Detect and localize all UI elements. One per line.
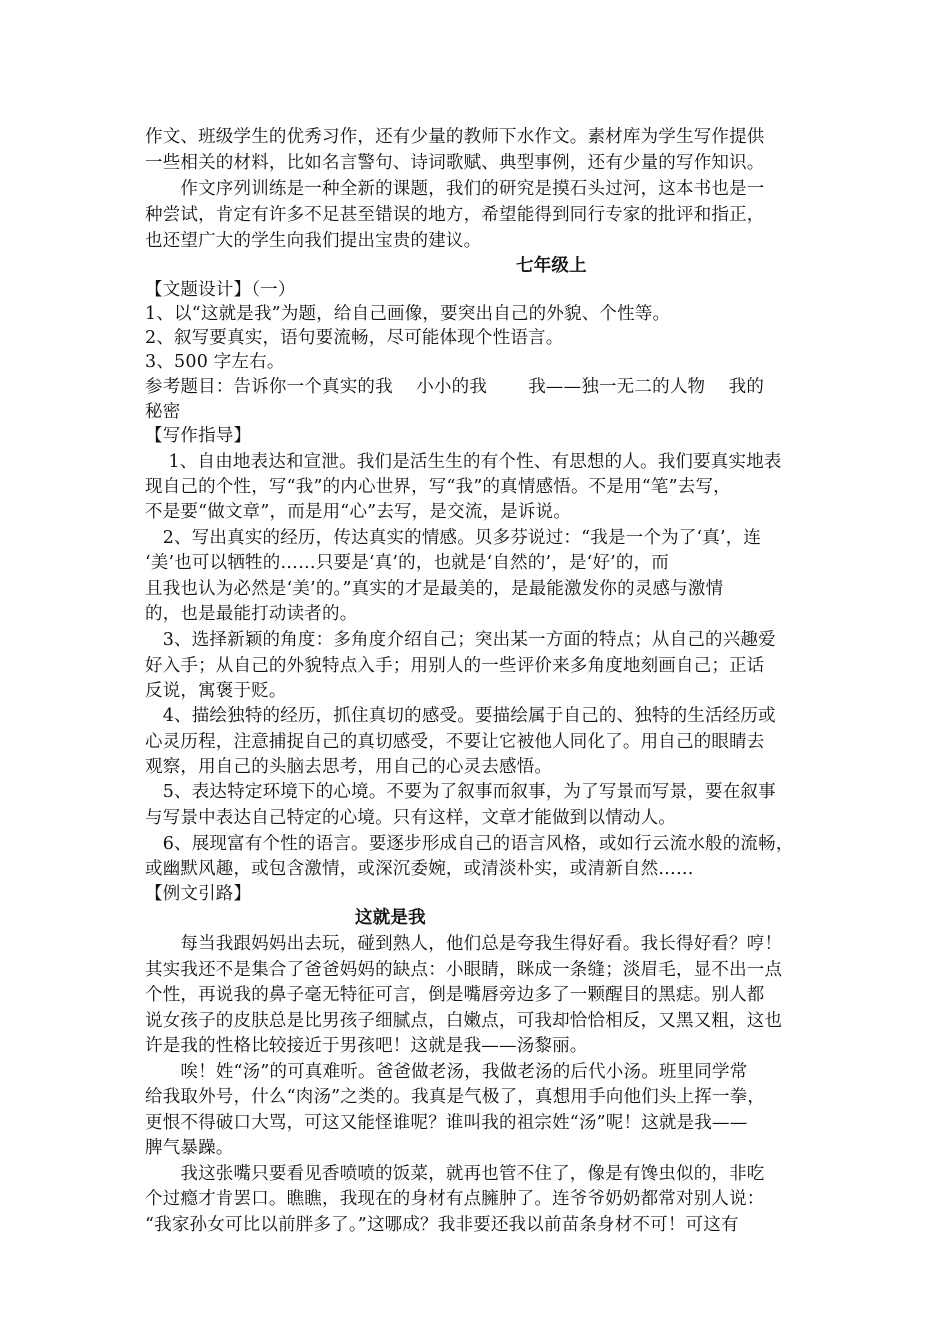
design-item: 2、叙写要真实，语句要流畅，尽可能体现个性语言。 [145,328,564,348]
guide-line: 的，也是最能打动读者的。 [145,604,358,624]
design-heading: 【文题设计】（一） [145,280,296,300]
essay-title: 这就是我 [355,908,426,928]
essay-line: 每当我跟妈妈出去玩，碰到熟人，他们总是夸我生得好看。我长得好看？哼！ [145,934,783,954]
intro-line: 一些相关的材料，比如名言警句、诗词歌赋、典型事例，还有少量的写作知识。 [145,153,765,173]
essay-line: 我这张嘴只要看见香喷喷的饭菜，就再也管不住了，像是有馋虫似的，非吃 [145,1164,765,1184]
intro-line: 作文、班级学生的优秀习作，还有少量的教师下水作文。素材库为学生写作提供 [145,127,765,147]
reference-titles: 参考题目：告诉你一个真实的我 小小的我 我——独一无二的人物 我的 [145,377,765,397]
intro-line: 也还望广大的学生向我们提出宝贵的建议。 [145,231,482,251]
guide-line: 与写景中表达自己特定的心境。只有这样，文章才能做到以情动人。 [145,808,676,828]
guide-line: 反说，寓褒于贬。 [145,681,287,701]
design-item: 1、以“这就是我”为题，给自己画像，要突出自己的外貌、个性等。 [145,304,671,324]
essay-line: 个性，再说我的鼻子毫无特征可言，倒是嘴唇旁边多了一颗醒目的黑痣。别人都 [145,985,765,1005]
intro-line: 种尝试，肯定有许多不足甚至错误的地方，希望能得到同行专家的批评和指正， [145,205,765,225]
intro-line: 作文序列训练是一种全新的课题，我们的研究是摸石头过河，这本书也是一 [145,179,765,199]
guide-line: 好入手；从自己的外貌特点入手；用别人的一些评价来多角度地刻画自己；正话 [145,656,765,676]
guide-line: 4、描绘独特的经历，抓住真切的感受。要描绘属于自己的、独特的生活经历或 [145,706,776,726]
essay-line: “我家孙女可比以前胖多了。”这哪成？我非要还我以前苗条身材不可！可这有 [145,1215,739,1235]
essay-line: 说女孩子的皮肤总是比男孩子细腻点，白嫩点，可我却恰恰相反，又黑又粗，这也 [145,1011,783,1031]
guide-line: 2、写出真实的经历，传达真实的情感。贝多芬说过：“我是一个为了‘真’，连 [145,528,762,548]
essay-line: 更恨不得破口大骂，可这又能怪谁呢？谁叫我的祖宗姓“汤”呢！这就是我—— [145,1113,748,1133]
guide-line: 1、自由地表达和宣泄。我们是活生生的有个性、有思想的人。我们要真实地表 [145,452,782,472]
grade-title: 七年级上 [516,256,587,276]
essay-line: 许是我的性格比较接近于男孩吧！这就是我——汤黎丽。 [145,1036,588,1056]
essay-line: 唉！姓“汤”的可真难听。爸爸做老汤，我做老汤的后代小汤。班里同学常 [145,1062,748,1082]
guide-line: 5、表达特定环境下的心境。不要为了叙事而叙事，为了写景而写景，要在叙事 [145,782,776,802]
reference-titles-cont: 秘密 [145,402,181,422]
essay-line: 其实我还不是集合了爸爸妈妈的缺点：小眼睛，眯成一条缝；淡眉毛，显不出一点 [145,960,783,980]
guide-line: ‘美’也可以牺牲的……只要是‘真’的，也就是‘自然的’，是‘好’的，而 [145,553,669,573]
essay-line: 给我取外号，什么“肉汤”之类的。我真是气极了，真想用手向他们头上挥一拳， [145,1087,766,1107]
guide-line: 或幽默风趣，或包含激情，或深沉委婉，或清淡朴实，或清新自然…… [145,859,694,879]
essay-line: 脾气暴躁。 [145,1138,234,1158]
design-item: 3、500 字左右。 [145,352,285,372]
guide-heading: 【写作指导】 [145,426,252,446]
guide-line: 心灵历程，注意捕捉自己的真切感受，不要让它被他人同化了。用自己的眼睛去 [145,732,765,752]
guide-line: 不是要“做文章”，而是用“心”去写，是交流，是诉说。 [145,502,571,522]
guide-line: 3、选择新颖的角度：多角度介绍自己；突出某一方面的特点；从自己的兴趣爱 [145,630,776,650]
guide-line: 且我也认为必然是‘美’的。”真实的才是最美的，是最能激发你的灵感与激情 [145,579,724,599]
guide-line: 现自己的个性，写“我”的内心世界，写“我”的真情感悟。不是用“笔”去写， [145,477,731,497]
guide-line: 观察，用自己的头脑去思考，用自己的心灵去感悟。 [145,757,553,777]
example-heading: 【例文引路】 [145,884,252,904]
essay-line: 个过瘾才肯罢口。瞧瞧，我现在的身材有点臃肿了。连爷爷奶奶都常对别人说： [145,1189,765,1209]
guide-line: 6、展现富有个性的语言。要逐步形成自己的语言风格，或如行云流水般的流畅， [145,834,794,854]
